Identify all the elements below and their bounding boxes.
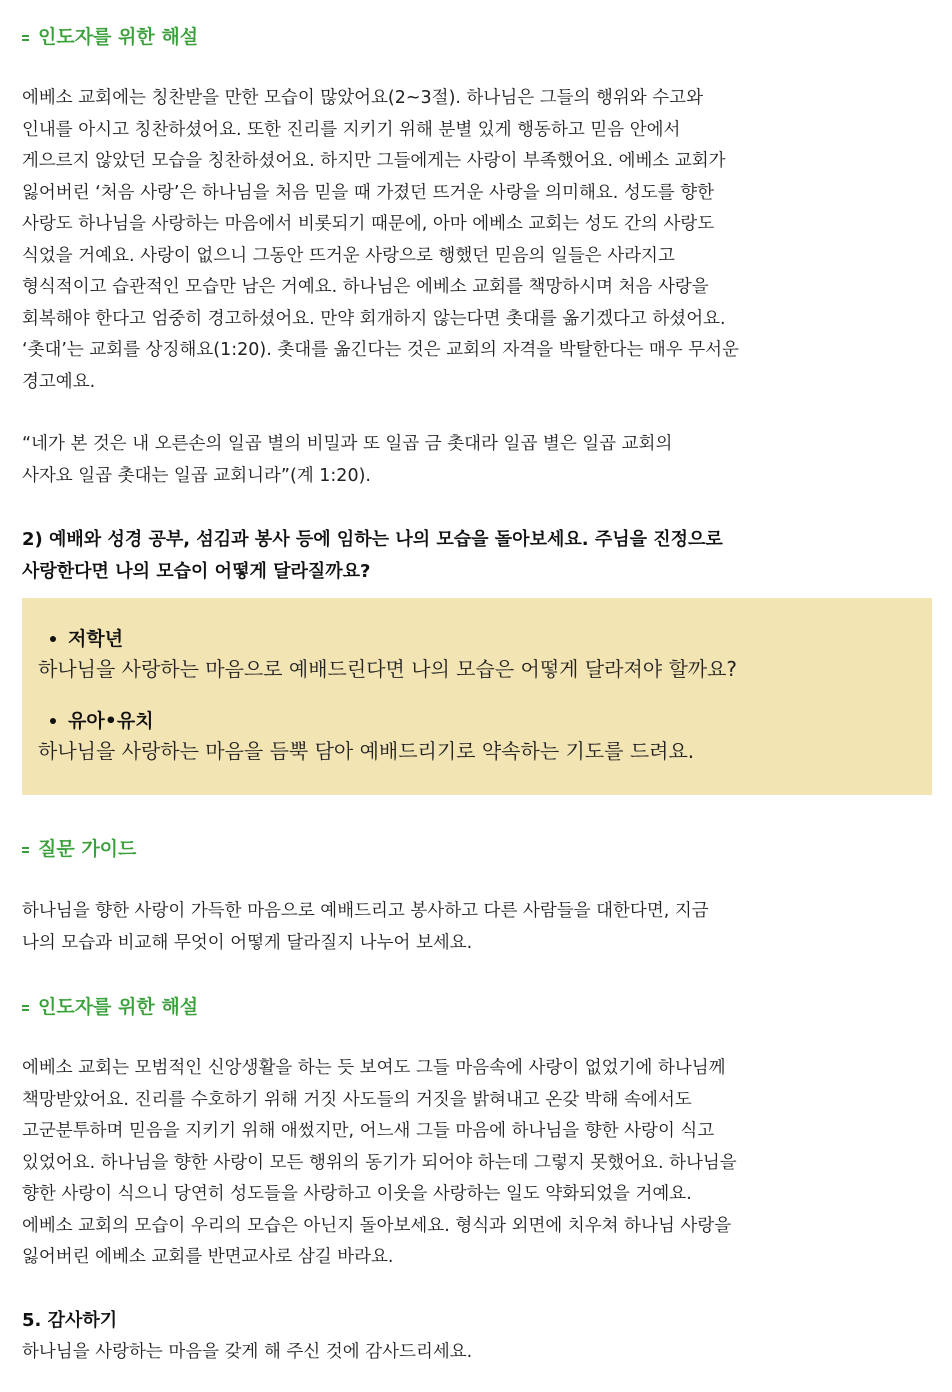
callout-text: 하나님을 사랑하는 마음을 듬뿍 담아 예배드리기로 약속하는 기도를 드려요.	[38, 739, 695, 763]
list-bullet-icon	[22, 35, 29, 41]
commentary-paragraph: 에베소 교회에는 칭찬받을 만한 모습이 많았어요(2~3절). 하나님은 그들의 행위와 수고와 인내를 아시고 칭찬하셨어요. 또한 진리를 지키기 위해 분별 있게 행동하고 믿음 안에서 게으르지 않았던 모습을 칭찬하셨어요. 하지만 그들에게는 사랑이 부족했어요. 에베소 교회가 잃어버린 ‘처음 사랑’은 하나님을 처음 믿을 때 가졌던 뜨거운 사랑을 의미해요. 성도를 향한 사랑도 하나님을 사랑하는 마음에서 비롯되기 때문에, 아마 에베소 교회는 성도 간의 사랑도 식었을 거예요. 사랑이 없으니 그동안 뜨거운 사랑으로 행했던 믿음의 일들은 사라지고 형식적이고 습관적인 모습만 남은 거예요. 하나님은 에베소 교회를 책망하시며 처음 사랑을 회복해야 한다고 엄중히 경고하셨어요. 만약 회개하지 않는다면 촛대를 옮기겠다고 하셨어요. ‘촛대’는 교회를 상징해요(1:20). 촛대를 옮긴다는 것은 교회의 자격을 박탈한다는 매우 무서운 경고예요.	[22, 88, 739, 392]
heading-label: 질문 가이드	[38, 838, 137, 860]
age-group-callout	[22, 598, 932, 795]
thanksgiving-title: 5. 감사하기	[22, 1310, 118, 1331]
callout-group-preschool	[38, 707, 916, 767]
discussion-question: 2) 예배와 성경 공부, 섬김과 봉사 등에 임하는 나의 모습을 돌아보세요. 주님을 진정으로 사랑한다면 나의 모습이 어떻게 달라질까요?	[22, 529, 723, 582]
callout-text: 하나님을 사랑하는 마음으로 예배드린다면 나의 모습은 어떻게 달라져야 할까요?	[38, 657, 738, 681]
heading-label: 인도자를 위한 해설	[38, 26, 199, 48]
commentary-paragraph-2: 에베소 교회는 모범적인 신앙생활을 하는 듯 보여도 그들 마음속에 사랑이 없었기에 하나님께 책망받았어요. 진리를 수호하기 위해 거짓 사도들의 거짓을 밝혀내고 온갖 박해 속에서도 고군분투하며 믿음을 지키기 위해 애썼지만, 어느새 그들 마음에 하나님을 향한 사랑이 식고 있었어요. 하나님을 향한 사랑이 모든 행위의 동기가 되어야 하는데 그렇지 못했어요. 하나님을 향한 사랑이 식으니 당연히 성도들을 사랑하고 이웃을 사랑하는 일도 약화되었을 거예요. 에베소 교회의 모습이 우리의 모습은 아닌지 돌아보세요. 형식과 외면에 치우쳐 하나님 사랑을 잃어버린 에베소 교회를 반면교사로 삼길 바라요.	[22, 1058, 737, 1267]
guide-paragraph: 하나님을 향한 사랑이 가득한 마음으로 예배드리고 봉사하고 다른 사람들을 대한다면, 지금 나의 모습과 비교해 무엇이 어떻게 달라질지 나누어 보세요.	[22, 901, 709, 953]
callout-group-lower-grades	[38, 625, 916, 685]
bullet-dot-icon	[50, 636, 56, 642]
callout-title	[38, 625, 916, 653]
list-bullet-icon	[22, 1005, 29, 1011]
question-guide-heading	[22, 836, 136, 862]
callout-title-label: 저학년	[68, 628, 124, 650]
heading-label: 인도자를 위한 해설	[38, 996, 199, 1018]
scripture-quote: “네가 본 것은 내 오른손의 일곱 별의 비밀과 또 일곱 금 촛대라 일곱 별은 일곱 교회의 사자요 일곱 촛대는 일곱 교회니라”(계 1:20).	[22, 434, 673, 486]
list-bullet-icon	[22, 847, 29, 853]
thanksgiving-text: 하나님을 사랑하는 마음을 갖게 해 주신 것에 감사드리세요.	[22, 1342, 473, 1362]
bullet-dot-icon	[50, 718, 56, 724]
callout-title-label: 유아•유치	[68, 710, 154, 732]
leader-commentary-heading	[22, 24, 198, 50]
callout-title	[38, 707, 916, 735]
leader-commentary-heading-2	[22, 994, 198, 1020]
